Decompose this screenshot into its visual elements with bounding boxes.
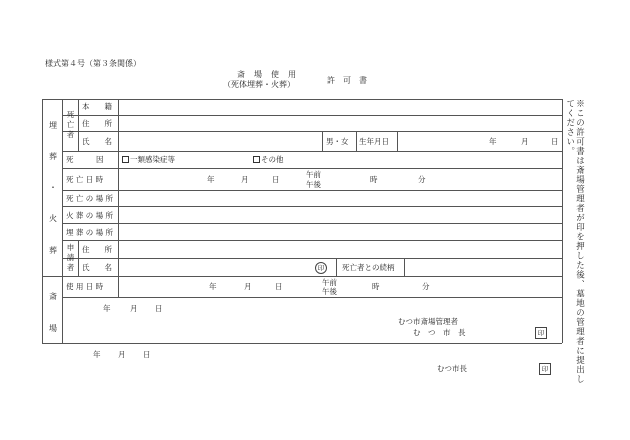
label-cremation-place: 火 葬 の 場 所 xyxy=(66,211,114,220)
applicant-group-label xyxy=(63,243,78,273)
usage-hour-unit: 時 xyxy=(372,282,380,291)
cause-option-other[interactable] xyxy=(253,156,284,164)
death-year-unit: 年 xyxy=(207,175,215,184)
group-char: 亡 xyxy=(66,120,75,129)
crematorium-manager: むつ市斎場管理者 xyxy=(398,317,458,326)
checkbox-icon[interactable] xyxy=(253,156,260,163)
cause-option-infectious[interactable] xyxy=(122,156,175,164)
section-char: 場 xyxy=(49,324,57,333)
row-line xyxy=(62,258,562,259)
footer-day-unit: 日 xyxy=(143,350,151,359)
cell-divider xyxy=(397,131,398,151)
row-line xyxy=(62,115,562,116)
table-border-top xyxy=(42,99,562,100)
table-border-left xyxy=(42,99,43,343)
label-death-place: 死 亡 の 場 所 xyxy=(66,194,114,203)
crematorium-mayor: む つ 市 長 xyxy=(413,328,466,337)
side-note-line: ※この許可書は斎場管理者が印を押した後、墓地の管理者に提出し xyxy=(574,99,585,384)
label-death-datetime: 死 亡 日 時 xyxy=(66,175,104,184)
row-line xyxy=(62,297,562,298)
label-usage-datetime: 使 用 日 時 xyxy=(66,282,104,291)
crematorium-seal-mark: 印 xyxy=(535,327,547,339)
crematorium-month-unit: 月 xyxy=(130,304,138,313)
section-char: 葬 xyxy=(49,152,57,161)
side-note-line: てください。 xyxy=(564,99,575,156)
footer-mayor: むつ市長 xyxy=(437,364,467,373)
group-char: 者 xyxy=(66,130,75,139)
group-char: 申 xyxy=(66,243,75,252)
row-line xyxy=(62,168,562,169)
label-column-divider xyxy=(118,99,119,297)
death-month-unit: 月 xyxy=(241,175,249,184)
form-title-sub: （死体埋葬・火葬） xyxy=(223,80,295,89)
death-am-option[interactable]: 午前 xyxy=(306,170,321,179)
birth-day-unit: 日 xyxy=(551,137,559,146)
side-note xyxy=(564,99,584,384)
label-deceased-address: 住 所 xyxy=(82,119,112,128)
form-number: 様式第４号（第３条関係） xyxy=(45,59,141,68)
applicant-group-divider xyxy=(78,240,79,276)
section-char: ・ xyxy=(49,183,57,192)
usage-day-unit: 日 xyxy=(275,282,283,291)
row-line xyxy=(62,190,562,191)
death-pm-option[interactable]: 午後 xyxy=(306,180,321,189)
row-line xyxy=(62,151,562,152)
label-relationship: 死亡者との続柄 xyxy=(342,263,395,272)
table-border-right xyxy=(562,99,563,343)
label-burial-place: 埋 葬 の 場 所 xyxy=(66,228,114,237)
death-day-unit: 日 xyxy=(272,175,280,184)
crematorium-year-unit: 年 xyxy=(103,304,111,313)
deceased-group-label xyxy=(63,110,78,140)
section-boundary xyxy=(42,276,562,277)
usage-year-unit: 年 xyxy=(209,282,217,291)
footer-seal-mark: 印 xyxy=(539,363,551,375)
usage-pm-option[interactable]: 午後 xyxy=(322,287,337,296)
cell-divider xyxy=(322,131,323,151)
row-line xyxy=(62,131,562,132)
cause-option-label: その他 xyxy=(261,155,284,164)
form-title-permit: 許 可 書 xyxy=(327,76,367,85)
usage-month-unit: 月 xyxy=(244,282,252,291)
group-char: 死 xyxy=(66,110,75,119)
label-honseki: 本 籍 xyxy=(82,102,112,111)
deceased-group-divider xyxy=(78,99,79,151)
group-char: 者 xyxy=(66,263,75,272)
usage-am-option[interactable]: 午前 xyxy=(322,278,337,287)
section-char: 埋 xyxy=(49,121,57,130)
section-char: 斎 xyxy=(49,292,57,301)
row-line xyxy=(62,240,562,241)
label-cause-of-death: 死 因 xyxy=(66,155,104,164)
label-deceased-name: 氏 名 xyxy=(82,137,112,146)
section-char: 火 xyxy=(49,214,57,223)
form-title-main: 斎 場 使 用 xyxy=(237,70,297,79)
cause-option-label: 一類感染症等 xyxy=(130,155,175,164)
death-minute-unit: 分 xyxy=(418,175,426,184)
section-char: 葬 xyxy=(49,246,57,255)
applicant-seal-mark: 印 xyxy=(315,262,327,274)
death-hour-unit: 時 xyxy=(370,175,378,184)
footer-year-unit: 年 xyxy=(93,350,101,359)
cell-divider xyxy=(404,258,405,276)
label-applicant-address: 住 所 xyxy=(82,245,112,254)
checkbox-icon[interactable] xyxy=(122,156,129,163)
row-line xyxy=(62,223,562,224)
sex-options[interactable]: 男・女 xyxy=(326,137,349,146)
cell-divider xyxy=(336,258,337,276)
group-char: 請 xyxy=(66,253,75,262)
table-border-bottom xyxy=(42,343,562,344)
crematorium-day-unit: 日 xyxy=(155,304,163,313)
footer-month-unit: 月 xyxy=(118,350,126,359)
label-applicant-name: 氏 名 xyxy=(82,263,112,272)
label-birth-date: 生年月日 xyxy=(359,137,389,146)
birth-month-unit: 月 xyxy=(521,137,529,146)
usage-minute-unit: 分 xyxy=(422,282,430,291)
row-line xyxy=(62,206,562,207)
cell-divider xyxy=(356,131,357,151)
birth-year-unit: 年 xyxy=(489,137,497,146)
